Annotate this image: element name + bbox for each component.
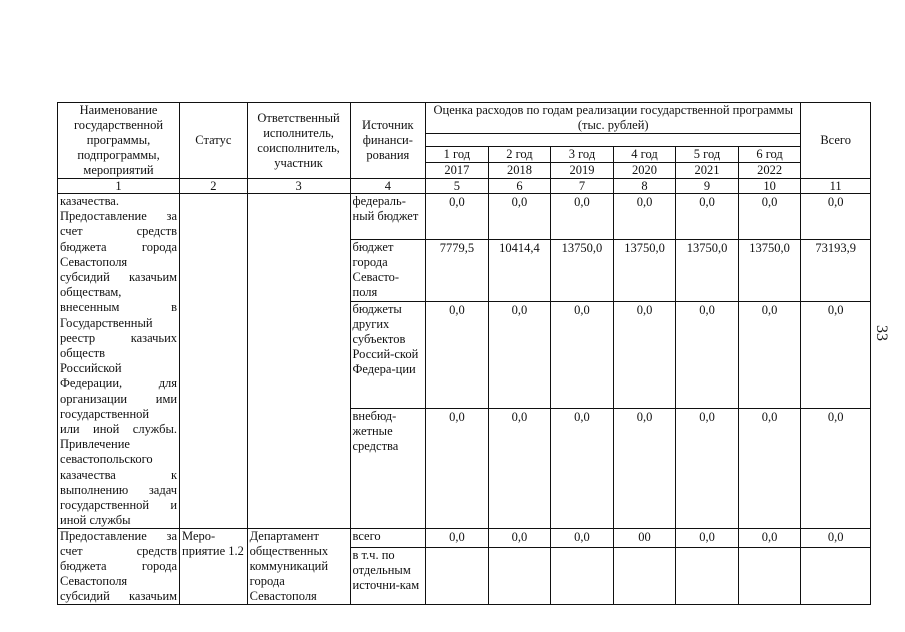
header-estimate-cell: Оценка расходов по годам реализации государственной программы (тыс. рублей) xyxy=(426,103,801,134)
year-cell: 2021 xyxy=(676,163,739,179)
block1-name-text: казачества. Предоставление за счет средств бюджета города Севастополя субсидий казачьим обществам, внесенным в Государственный реестр казачьих обществ Российской Федерации, для организации ими государственной или иной службы. Привлечение севастопольского казачества к выполнению задач государственной и иной службы xyxy=(60,194,178,528)
value-cell: 0,0 xyxy=(426,409,489,529)
column-index-cell: 2 xyxy=(180,179,248,194)
column-index-cell: 9 xyxy=(676,179,739,194)
table-row xyxy=(58,529,871,547)
column-index-cell: 3 xyxy=(247,179,350,194)
column-index-cell: 4 xyxy=(350,179,426,194)
value-cell: 0,0 xyxy=(551,194,614,240)
value-cell: 0,0 xyxy=(613,194,676,240)
value-cell: 13750,0 xyxy=(676,239,739,301)
value-cell: 0,0 xyxy=(676,529,739,547)
page-number: 33 xyxy=(873,325,890,341)
value-cell: 0,0 xyxy=(426,302,489,409)
header-source-cell: Источник финанси-рования xyxy=(350,103,426,179)
value-cell: 0,0 xyxy=(676,302,739,409)
column-index-cell: 5 xyxy=(426,179,489,194)
value-cell: 0,0 xyxy=(738,409,801,529)
value-cell: 7779,5 xyxy=(426,239,489,301)
source-cell: в т.ч. по отдельным источни-кам xyxy=(350,547,426,605)
value-cell xyxy=(676,547,739,605)
value-cell: 00 xyxy=(613,529,676,547)
value-cell xyxy=(551,547,614,605)
value-cell: 0,0 xyxy=(676,409,739,529)
value-cell xyxy=(488,547,551,605)
value-cell: 13750,0 xyxy=(551,239,614,301)
header-status-cell: Статус xyxy=(180,103,248,179)
total-cell: 0,0 xyxy=(801,409,871,529)
year-label-cell: 1 год xyxy=(426,147,489,163)
value-cell: 0,0 xyxy=(738,529,801,547)
budget-table xyxy=(57,102,871,605)
block1-status-cell xyxy=(180,194,248,529)
header-spacer-cell xyxy=(426,134,801,147)
year-label-cell: 2 год xyxy=(488,147,551,163)
header-row xyxy=(58,103,871,134)
value-cell: 0,0 xyxy=(676,194,739,240)
year-cell: 2017 xyxy=(426,163,489,179)
year-label-cell: 5 год xyxy=(676,147,739,163)
value-cell: 0,0 xyxy=(738,194,801,240)
value-cell xyxy=(426,547,489,605)
source-cell: федераль-ный бюджет xyxy=(350,194,426,240)
value-cell xyxy=(613,547,676,605)
value-cell xyxy=(738,547,801,605)
block1-name-cell xyxy=(58,194,180,529)
value-cell: 10414,4 xyxy=(488,239,551,301)
column-index-cell: 10 xyxy=(738,179,801,194)
year-cell: 2020 xyxy=(613,163,676,179)
year-label-cell: 4 год xyxy=(613,147,676,163)
year-cell: 2019 xyxy=(551,163,614,179)
table-row xyxy=(58,194,871,240)
column-index-row xyxy=(58,179,871,194)
total-cell: 0,0 xyxy=(801,302,871,409)
column-index-cell: 11 xyxy=(801,179,871,194)
block2-responsible-cell: Департамент общественных коммуникаций города Севастополя xyxy=(247,529,350,605)
value-cell: 0,0 xyxy=(551,302,614,409)
source-cell: бюджеты других субъектов Россий-ской Федера-ции xyxy=(350,302,426,409)
value-cell: 0,0 xyxy=(426,194,489,240)
header-name-cell: Наименование государственной программы, подпрограммы, мероприятий xyxy=(58,103,180,179)
total-cell: 0,0 xyxy=(801,529,871,547)
total-cell: 73193,9 xyxy=(801,239,871,301)
total-cell xyxy=(801,547,871,605)
value-cell: 0,0 xyxy=(738,302,801,409)
header-total-cell: Всего xyxy=(801,103,871,179)
value-cell: 0,0 xyxy=(488,409,551,529)
column-index-cell: 6 xyxy=(488,179,551,194)
value-cell: 0,0 xyxy=(613,302,676,409)
source-cell: бюджет города Севасто-поля xyxy=(350,239,426,301)
value-cell: 0,0 xyxy=(551,409,614,529)
value-cell: 0,0 xyxy=(488,302,551,409)
column-index-cell: 8 xyxy=(613,179,676,194)
column-index-cell: 7 xyxy=(551,179,614,194)
block2-name-text: Предоставление за счет средств бюджета города Севастополя субсидий казачьим xyxy=(60,529,178,604)
column-index-cell: 1 xyxy=(58,179,180,194)
source-cell: внебюд-жетные средства xyxy=(350,409,426,529)
header-responsible-cell: Ответственный исполнитель, соисполнитель, участник xyxy=(247,103,350,179)
value-cell: 0,0 xyxy=(488,529,551,547)
block2-name-cell xyxy=(58,529,180,605)
value-cell: 13750,0 xyxy=(738,239,801,301)
block2-status-cell: Меро-приятие 1.2 xyxy=(180,529,248,605)
value-cell: 0,0 xyxy=(488,194,551,240)
year-cell: 2022 xyxy=(738,163,801,179)
value-cell: 0,0 xyxy=(551,529,614,547)
year-label-cell: 3 год xyxy=(551,147,614,163)
year-label-cell: 6 год xyxy=(738,147,801,163)
year-cell: 2018 xyxy=(488,163,551,179)
value-cell: 13750,0 xyxy=(613,239,676,301)
block1-responsible-cell xyxy=(247,194,350,529)
total-cell: 0,0 xyxy=(801,194,871,240)
value-cell: 0,0 xyxy=(426,529,489,547)
source-cell: всего xyxy=(350,529,426,547)
value-cell: 0,0 xyxy=(613,409,676,529)
